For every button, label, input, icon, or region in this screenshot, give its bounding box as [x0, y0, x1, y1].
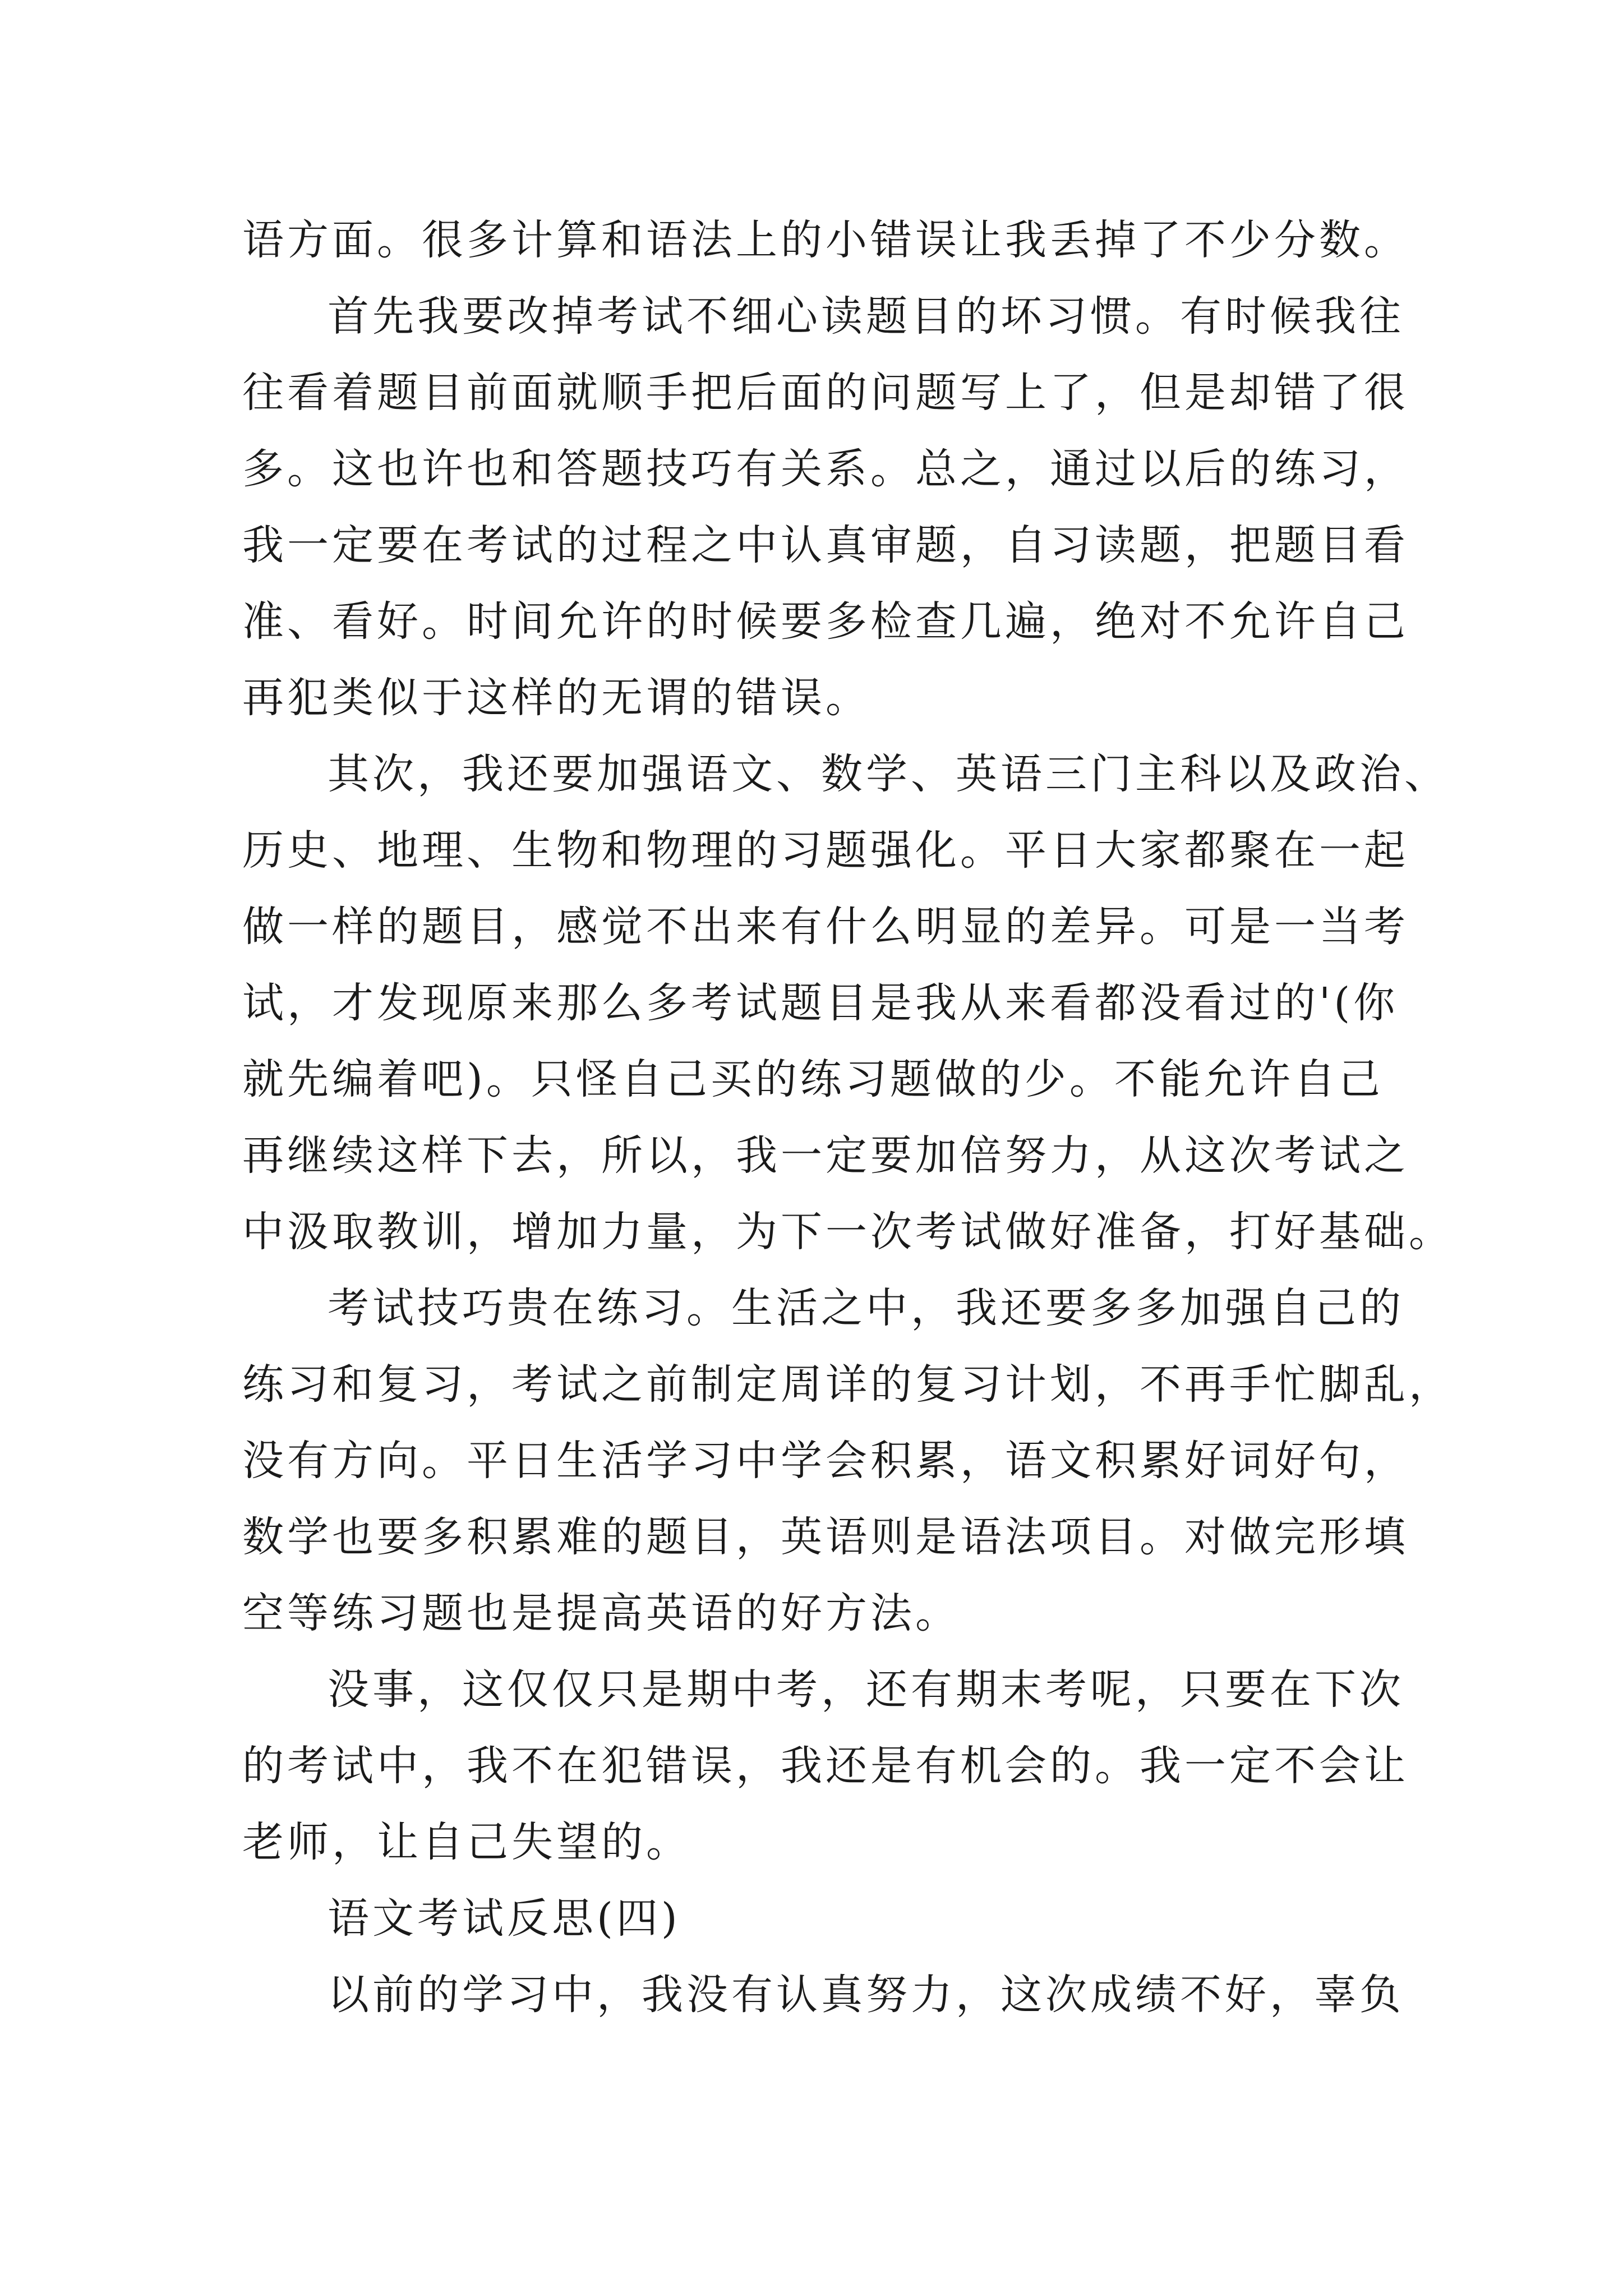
text-line: 试，才发现原来那么多考试题目是我从来看都没看过的'(你 [242, 979, 1399, 1027]
text-line: 历史、地理、生物和物理的习题强化。平日大家都聚在一起 [242, 826, 1409, 875]
text-line: 数学也要多积累难的题目，英语则是语法项目。对做完形填 [242, 1513, 1409, 1561]
paragraph-start-line: 以前的学习中，我没有认真努力，这次成绩不好，辜负 [328, 1971, 1404, 2019]
text-line: 的考试中，我不在犯错误，我还是有机会的。我一定不会让 [242, 1742, 1409, 1790]
paragraph-start-line: 考试技巧贵在练习。生活之中，我还要多多加强自己的 [328, 1284, 1404, 1332]
text-line: 没有方向。平日生活学习中学会积累，语文积累好词好句， [242, 1437, 1409, 1485]
text-line: 多。这也许也和答题技巧有关系。总之，通过以后的练习， [242, 445, 1409, 493]
text-line: 做一样的题目，感觉不出来有什么明显的差异。可是一当考 [242, 903, 1409, 951]
text-line: 语方面。很多计算和语法上的小错误让我丢掉了不少分数。 [242, 216, 1409, 264]
text-line: 就先编着吧)。只怪自己买的练习题做的少。不能允许自己 [242, 1055, 1384, 1103]
text-line: 再继续这样下去，所以，我一定要加倍努力，从这次考试之 [242, 1131, 1409, 1180]
document-body [242, 202, 1454, 2033]
text-line: 准、看好。时间允许的时候要多检查几遍，绝对不允许自己 [242, 597, 1409, 646]
text-line: 往看着题目前面就顺手把后面的问题写上了，但是却错了很 [242, 369, 1409, 417]
text-line: 练习和复习，考试之前制定周详的复习计划，不再手忙脚乱， [242, 1360, 1454, 1409]
text-line: 空等练习题也是提高英语的好方法。 [242, 1589, 960, 1637]
paragraph-start-line: 没事，这仅仅只是期中考，还有期末考呢，只要在下次 [328, 1665, 1404, 1714]
text-line: 再犯类似于这样的无谓的错误。 [242, 674, 870, 722]
paragraph-start-line: 首先我要改掉考试不细心读题目的坏习惯。有时候我往 [328, 292, 1404, 341]
section-heading: 语文考试反思(四) [328, 1894, 681, 1943]
text-line: 我一定要在考试的过程之中认真审题，自习读题，把题目看 [242, 521, 1409, 569]
paragraph-start-line: 其次，我还要加强语文、数学、英语三门主科以及政治、 [328, 750, 1449, 798]
text-line: 老师，让自己失望的。 [242, 1818, 691, 1866]
text-line: 中汲取教训，增加力量，为下一次考试做好准备，打好基础。 [242, 1208, 1454, 1256]
